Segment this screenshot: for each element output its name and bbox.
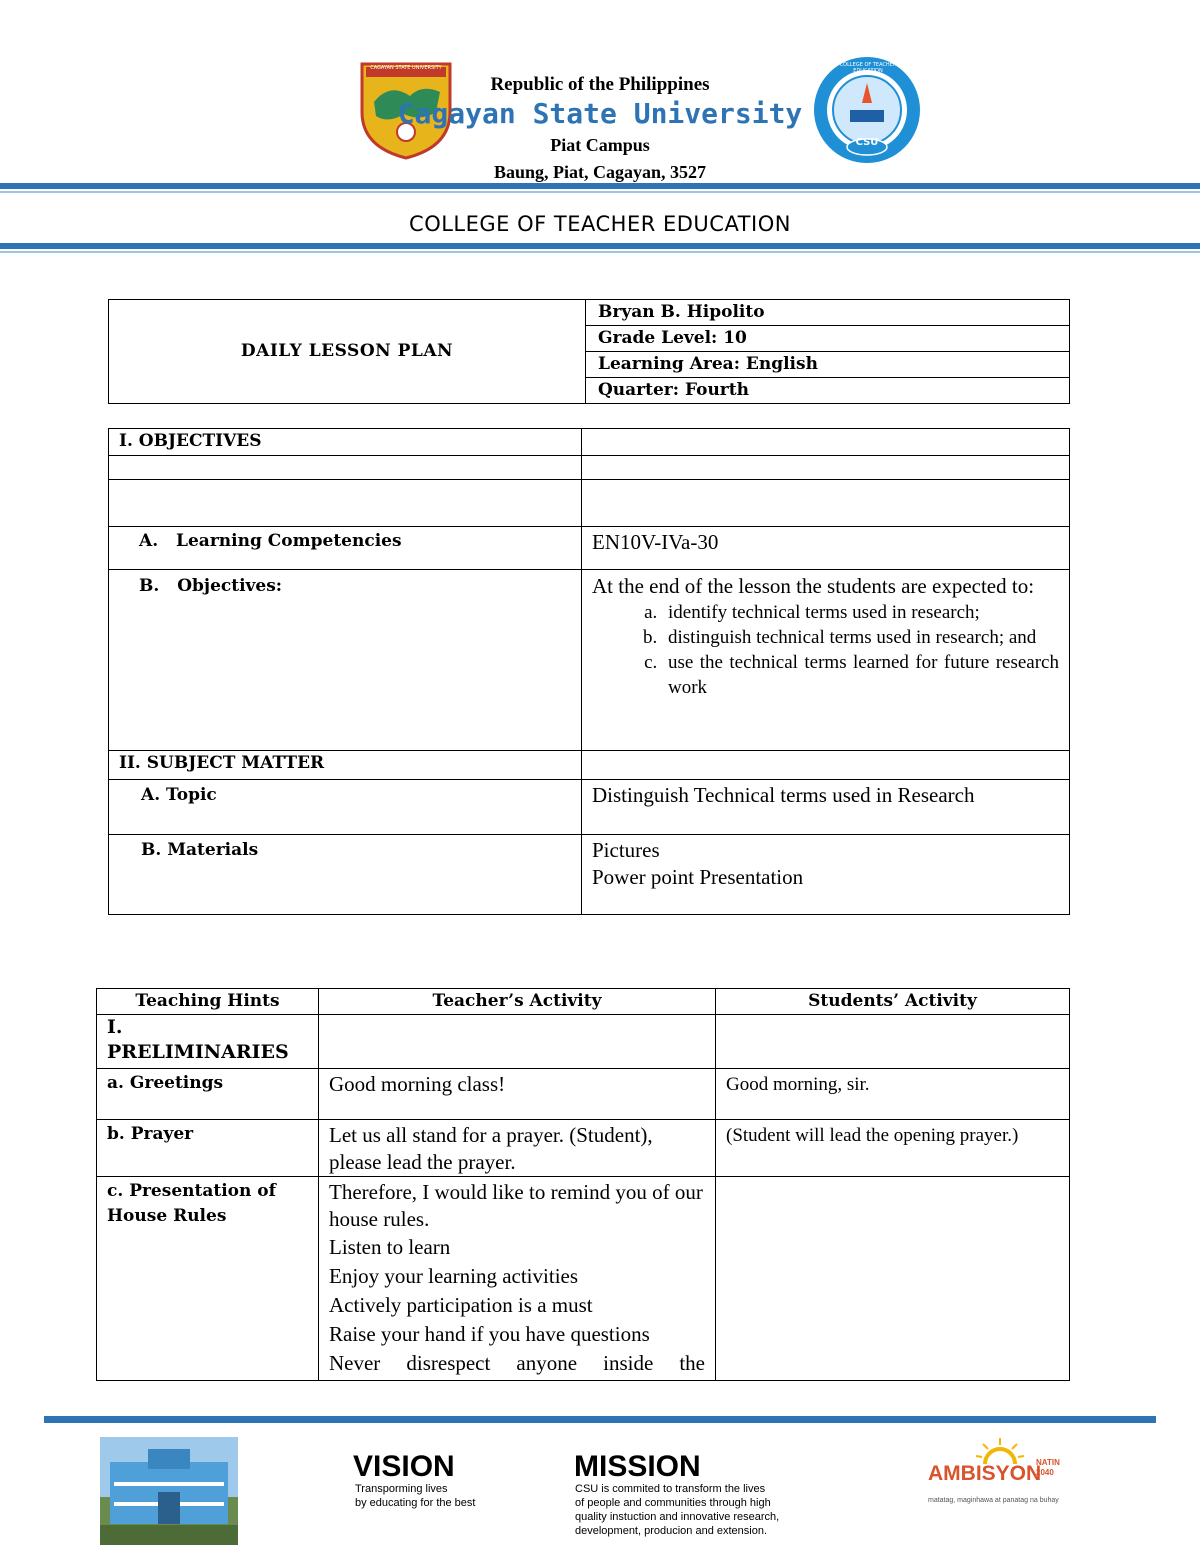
prayer-label: b. Prayer	[97, 1120, 319, 1177]
competencies-value: EN10V-IVa-30	[582, 527, 1070, 570]
campus-address: Baung, Piat, Cagayan, 3527	[493, 162, 707, 182]
university-name: Cagayan State University	[397, 97, 803, 130]
objectives-list	[592, 600, 1059, 700]
prayer-student: (Student will lead the opening prayer.)	[716, 1120, 1070, 1177]
empty-cell	[319, 1015, 716, 1069]
materials-label: B. Materials	[109, 835, 582, 915]
campus-building-photo	[100, 1437, 238, 1545]
empty-cell	[716, 1177, 1070, 1381]
vision-title: VISION	[353, 1450, 455, 1483]
header-teacher-activity: Teacher’s Activity	[319, 989, 716, 1015]
campus-name: Piat Campus	[550, 135, 650, 155]
footer-rule	[44, 1416, 1156, 1423]
college-seal-badge: CSU	[855, 137, 879, 148]
empty-cell	[109, 456, 582, 480]
mission-line: CSU is commited to transform the lives	[575, 1483, 766, 1495]
ambisyon-title: AMBISYON	[928, 1462, 1042, 1485]
rules-intro: Therefore, I would like to remind you of our house rules.	[329, 1180, 703, 1231]
competencies-label: Learning Competencies	[176, 531, 402, 551]
rules-teacher	[319, 1177, 716, 1381]
materials-cell	[582, 835, 1070, 915]
greetings-student: Good morning, sir.	[716, 1069, 1070, 1120]
plan-title-cell	[109, 300, 586, 404]
topic-label: A. Topic	[109, 780, 582, 835]
greetings-label: a. Greetings	[97, 1069, 319, 1120]
objectives-content	[582, 570, 1070, 751]
vision-line: by educating for the best	[355, 1497, 476, 1509]
plan-header-table	[108, 299, 1070, 404]
rule-item: Raise your hand if you have questions	[329, 1322, 650, 1346]
objective-item: c. use the technical terms learned for future research work	[662, 650, 1059, 700]
competencies-letter: A.	[139, 531, 159, 551]
vision-line: Transporming lives	[355, 1483, 448, 1495]
material-item: Pictures	[592, 838, 660, 862]
ambisyon-tagline: matatag, maginhawa at panatag na buhay	[928, 1497, 1059, 1504]
empty-cell	[716, 1015, 1070, 1069]
plan-title: DAILY LESSON PLAN	[240, 341, 454, 361]
college-title: COLLEGE OF TEACHER EDUCATION	[409, 212, 791, 236]
objectives-letter: B.	[139, 576, 160, 596]
topic-value: Distinguish Technical terms used in Research	[582, 780, 1070, 835]
objectives-intro: At the end of the lesson the students are expected to:	[592, 574, 1035, 598]
subject-heading: II. SUBJECT MATTER	[109, 751, 582, 780]
rule-item: Actively participation is a must	[329, 1293, 593, 1317]
quarter: Quarter: Fourth	[586, 378, 1070, 404]
prayer-teacher: Let us all stand for a prayer. (Student), please lead the prayer.	[319, 1120, 716, 1177]
objective-item: b. distinguish technical terms used in research; and	[662, 625, 1059, 650]
teacher-name: Bryan B. Hipolito	[586, 300, 1070, 326]
empty-cell	[582, 429, 1070, 456]
objectives-label-cell	[109, 570, 582, 751]
greetings-teacher: Good morning class!	[319, 1069, 716, 1120]
seal-caption: CAGAYAN STATE UNIVERSITY	[370, 65, 442, 71]
objectives-heading: I. OBJECTIVES	[109, 429, 582, 456]
mission-line: quality instuction and innovative research,	[575, 1511, 780, 1523]
header-rule-top	[0, 183, 1200, 189]
empty-cell	[582, 456, 1070, 480]
rule-item: Never disrespect anyone inside the	[329, 1351, 705, 1375]
republic-line: Republic of the Philippines	[490, 74, 710, 95]
objective-item: a. identify technical terms used in research;	[662, 600, 1059, 625]
competencies-cell	[109, 527, 582, 570]
preliminaries-heading: I. PRELIMINARIES	[97, 1015, 319, 1069]
rule-item: Listen to learn	[329, 1235, 451, 1259]
objectives-table	[108, 428, 1070, 915]
header-rule-bottom	[0, 243, 1200, 249]
grade-level: Grade Level: 10	[586, 326, 1070, 352]
mission-line: of people and communities through high	[575, 1497, 771, 1509]
college-seal-ring-text: COLLEGE OF TEACHER EDUCATION	[839, 62, 897, 74]
activity-table	[96, 988, 1070, 1381]
header-rule-bottom-thin	[0, 251, 1200, 253]
mission-title: MISSION	[574, 1450, 701, 1483]
header-student-activity: Students’ Activity	[716, 989, 1070, 1015]
material-item: Power point Presentation	[592, 865, 804, 889]
empty-cell	[582, 751, 1070, 780]
rules-label: c. Presentation of House Rules	[97, 1177, 319, 1381]
ambisyon-badge: NATIN 2040	[1036, 1458, 1060, 1477]
empty-cell	[109, 480, 582, 527]
mission-line: development, producion and extension.	[575, 1525, 768, 1537]
header-teaching-hints: Teaching Hints	[97, 989, 319, 1015]
objectives-label: Objectives:	[177, 576, 283, 596]
learning-area: Learning Area: English	[586, 352, 1070, 378]
header-rule-top-thin	[0, 191, 1200, 193]
empty-cell	[582, 480, 1070, 527]
rule-item: Enjoy your learning activities	[329, 1264, 579, 1288]
